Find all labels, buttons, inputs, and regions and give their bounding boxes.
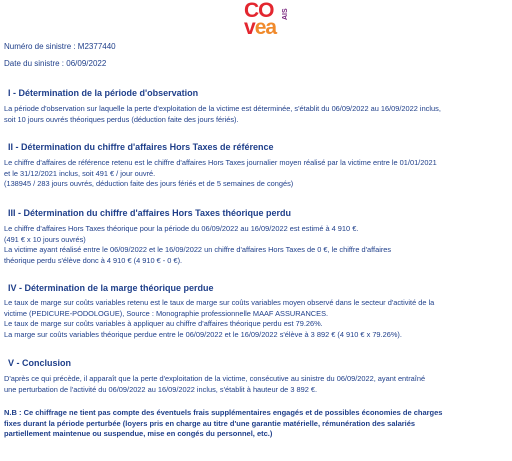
covea-logo <box>244 0 294 39</box>
disclaimer-line: partiellement maintenue ou suspendue, mise en congés du personnel, etc.) <box>4 429 273 439</box>
disclaimer-note <box>4 408 510 440</box>
section-3-line: (491 € x 10 jours ouvrés) <box>4 234 86 244</box>
logo-text-ais: AIS <box>282 8 289 20</box>
section-5-title: V - Conclusion <box>8 358 71 368</box>
section-2-line: Le chiffre d'affaires de référence retenu est le chiffre d'affaires Hors Taxes journalier moyen réalisé par la victime entre le 01/01/2021 <box>4 158 437 167</box>
section-3-line: théorique perdu s'élève donc à 4 910 € (4 910 € - 0 €). <box>4 255 183 265</box>
section-3-title: III - Détermination du chiffre d'affaires Hors Taxes théorique perdu <box>8 208 292 218</box>
claim-number: Numéro de sinistre : M2377440 <box>4 42 116 51</box>
section-3-line: Le chiffre d'affaires Hors Taxes théorique pour la période du 06/09/2022 au 16/09/2022 est estimé à 4 910 €. <box>4 224 359 233</box>
section-1-body <box>4 104 508 125</box>
section-1-title: I - Détermination de la période d'observation <box>8 88 199 98</box>
claim-date: Date du sinistre : 06/09/2022 <box>4 59 107 68</box>
section-2-line: (138945 / 283 jours ouvrés, déduction faite des jours fériés et de 5 semaines de congés) <box>4 179 294 189</box>
section-5-line: une perturbation de l'activité du 06/09/2022 au 16/09/2022 inclus, s'établit à hauteur de 3 892 €. <box>4 384 318 394</box>
logo-text-co: CO <box>244 0 274 22</box>
section-5-body <box>4 374 508 395</box>
section-2-title: II - Détermination du chiffre d'affaires Hors Taxes de référence <box>8 142 274 152</box>
disclaimer-line: fixes durant la période perturbée (loyers pris en charge au titre d'une garantie matérielle, rémunération des salariés <box>4 418 416 428</box>
section-1-line: soit 10 jours ouvrés théoriques perdus (déduction faite des jours fériés). <box>4 114 239 124</box>
section-4-title: IV - Détermination de la marge théorique perdue <box>8 283 214 293</box>
section-2-line: et le 31/12/2021 inclus, soit 491 € / jour ouvré. <box>4 168 156 178</box>
section-4-line: victime (PEDICURE-PODOLOGUE), Source : Monographie professionnelle MAAF ASSURANCES. <box>4 308 329 318</box>
section-3-body <box>4 224 508 266</box>
section-4-body <box>4 298 508 340</box>
logo-text-vea: vea <box>244 16 277 39</box>
section-4-line: Le taux de marge sur coûts variables retenu est le taux de marge sur coûts variables moyen observé dans le secteur d'activité de la <box>4 298 435 307</box>
section-1-line: La période d'observation sur laquelle la perte d'exploitation de la victime est déterminée, s'établit du 06/09/2022 au 16/09/2022 inclus, <box>4 104 441 113</box>
section-5-line: D'après ce qui précède, il apparaît que la perte d'exploitation de la victime, consécutive au sinistre du 06/09/2022, ayant entraîné <box>4 374 426 383</box>
disclaimer-line: N.B : Ce chiffrage ne tient pas compte des éventuels frais supplémentaires engagés et de possibles économies de charges <box>4 408 443 417</box>
section-4-line: La marge sur coûts variables théorique perdue entre le 06/09/2022 et le 16/09/2022 s'élève à 3 892 € (4 910 € x 79.26%). <box>4 329 402 339</box>
section-2-body <box>4 158 508 190</box>
section-3-line: La victime ayant réalisé entre le 06/09/2022 et le 16/09/2022 un chiffre d'affaires Hors Taxes de 0 €, le chiffre d'affaires <box>4 245 392 255</box>
section-4-line: Le taux de marge sur coûts variables à appliquer au chiffre d'affaires théorique perdu est 79.26%. <box>4 319 323 329</box>
